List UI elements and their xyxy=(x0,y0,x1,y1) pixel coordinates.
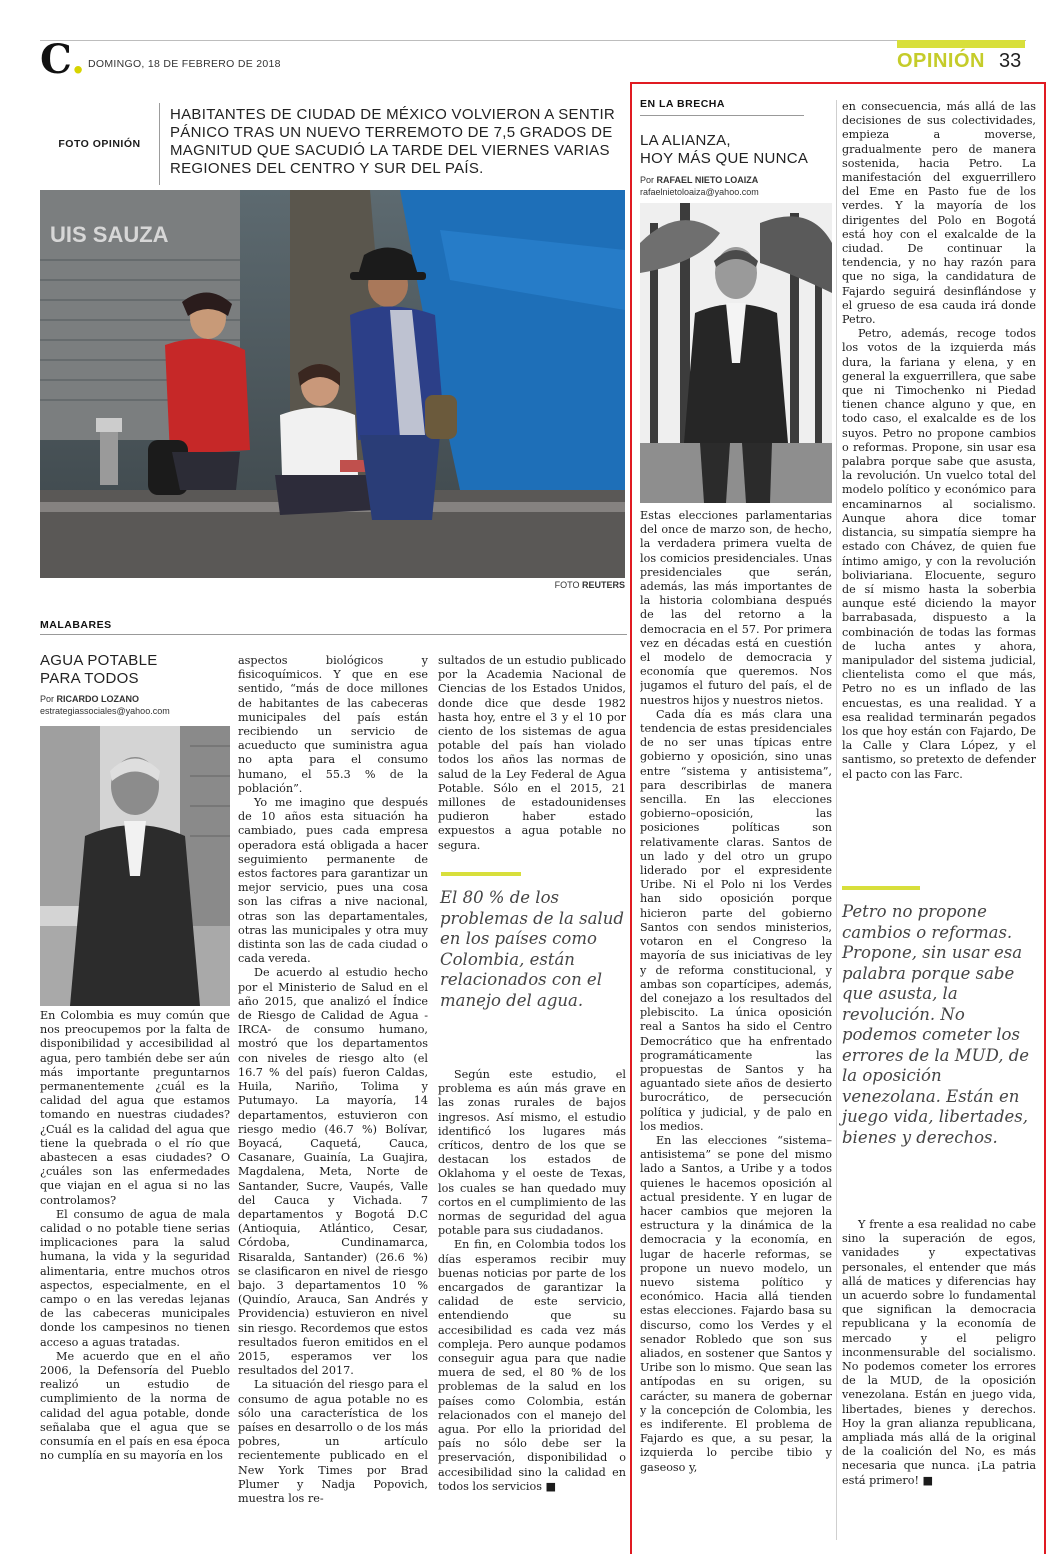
malabares-pullquote: El 80 % de los problemas de la salud en los países como Colombia, están relacionados con el manejo del agua. xyxy=(440,888,624,1010)
malabares-column-3-bottom: Según este estudio, el problema es aún más grave en las zonas rurales de bajos ingresos. Así mismo, el estudio identificó los lugares más críticos, dentro de los que se destacan los estados de Oklahoma y el oeste de Texas, los cuales se han quedado muy cortos en el cumplimiento de las normas de seguridad del agua potable para sus ciudadanos. En fin, en Colombia todos los días esperamos recibir muy buenas noticias por parte de los encargados de garantizar la calidad de este servicio, entendiendo que su accesibilidad es cada vez más compleja. Pero aunque podamos conseguir agua para que nadie muera de sed, el 80 % de los problemas de la salud en los países como Colombia, están relacionados con el manejo del agua. Por ello la prioridad del país no sólo debe ser la preservación, disponibilidad o accesibilidad sino la calidad en todos los servicios ■ xyxy=(438,1068,626,1493)
photo-caption: HABITANTES DE CIUDAD DE MÉXICO VOLVIERON A SENTIR PÁNICO TRAS UN NUEVO TERREMOTO DE 7,5 GRADOS DE MAGNITUD QUE SACUDIÓ LA TARDE DEL VIERNES VARIAS REGIONES DEL CENTRO Y SUR DEL PAÍS. xyxy=(170,106,616,177)
section-title: OPINIÓN xyxy=(897,50,985,72)
newspaper-logo: C. xyxy=(40,36,86,83)
brecha-pullquote: Petro no propone cambios o reformas. Propone, sin usar esa palabra porque sabe que asusta, la revolución. No podemos cometer los errores de la MUD, de la oposición venezolana. Están en juego vida, libertades, bienes y derechos. xyxy=(842,902,1030,1147)
malabares-column-1: En Colombia es muy común que nos preocupemos por la falta de disponibilidad y accesibilidad al agua, pero también debe ser aún más importante preguntarnos permanentemente ¿cuál es la calidad del agua que estamos tomando en nuestras ciudades? ¿Cuál es la calidad del agua que tiene la quebrada o el río que abastecen a esas ciudades? O ¿cuáles son las enfermedades que viajan en el agua si no las controlamos? El consumo de agua de mala calidad o no potable tiene serias implicaciones para la salud humana, la vida y la seguridad alimentaria, entre muchos otros aspectos, especialmente, en el campo o en las veredas lejanas de las cabeceras municipales donde los campesinos no tienen acceso a aguas tratadas. Me acuerdo que en el año 2006, la Defensoría del Pueblo realizó un estudio de cumplimiento de la norma de calidad del agua potable, donde señalaba que el agua que se consumía en el país en esa época no cumplía en su mayoría en los xyxy=(40,1009,230,1463)
malabares-headline: AGUA POTABLE PARA TODOS xyxy=(40,652,158,687)
header-rule xyxy=(40,40,1026,41)
photo-credit: FOTO REUTERS xyxy=(554,580,625,590)
brecha-kicker: EN LA BRECHA xyxy=(640,98,725,110)
brecha-column-1: Estas elecciones parlamentarias del once de marzo son, de hecho, la verdadera primera vuelta de los comicios presidenciales. Unas presidenciales que serán, además, las más importantes de la historia colombiana después de las del retorno a la democracia en el 57. Por primera vez en décadas está en cuestión el modelo de democracia y economía que queremos. Nos jugamos el futuro del país, el de nuestros hijos y nuestros nietos. Cada día es más clara una tendencia de estas presidenciales de no ser unas típicas entre gobierno y oposición, sino unas entre “sistema y antisistema”, para describirlas de manera sencilla. En las elecciones gobierno–oposición, las posiciones políticas son relativamente claras. Santos de un lado y del otro un grupo liderado por el expresidente Uribe. Ni el Polo ni los Verdes han sido oposición porque hicieron parte del gobierno Santos con sendos ministerios, votaron en el Congreso la mayoría de sus iniciativas de ley y de reforma constitucional, y ambas son copartícipes, además, del conejazo a los resultados del plebiscito. La única oposición real a Santos ha sido el Centro Democrático que ha enfrentado programáticamente las propuestas de Santos y ha aguantado siete años de desierto burocrático, de persecución política y judicial, y de palo en los medios. En las elecciones “sistema–antisistema” se pone del mismo lado a Santos, a Uribe y a todos quienes le hacemos oposición al actual presidente. Y en lugar de hacer cambios que mejoren la estructura y la dinámica de la democracia y la economía, en lugar de hacerle reformas, se propone un nuevo modelo, un nuevo sistema político y económico. Hacia allá tienden estas elecciones. Fajardo basa su discurso, como los Verdes y el senador Robledo que son sus aliados, en sostener que Santos y Uribe son lo mismo. Que sean las antípodas en su origen, su carácter, su manera de gobernar y la concepción de Colombia, les es indiferente. El problema de Fajardo es que, a su pesar, la izquierda lo percibe tibio y gaseoso y, xyxy=(640,509,832,1474)
malabares-pullquote-bar xyxy=(441,872,521,876)
malabares-column-2: aspectos biológicos y fisicoquímicos. Y que en ese sentido, “más de doce millones de habitantes de las cabeceras municipales del país están recibiendo un servicio de acueducto que suministra agua no apta para el consumo humano, el 55.3 % de la población”. Yo me imagino que después de 10 años esta situación ha cambiado, pues cada empresa operadora está obligada a hacer seguimiento permanente de estos factores para garantizar un mejor servicio, pues una cosa son las cifras a nive nacional, otras son las departamentales, otras las municipales y otra muy distinta son las de cada ciudad o cada vereda. De acuerdo al estudio hecho por el Ministerio de Salud en el año 2015, que analizó el Índice de Riesgo de Calidad de Agua -IRCA- de consumo humano, mostró que los departamentos con niveles de riesgo alto (el 16.7 % del país) fueron Caldas, Huila, Nariño, Tolima y Putumayo. La mayoría, 14 departamentos, estuvieron con riesgo medio (46.7 %) Bolívar, Boyacá, Caquetá, Cauca, Casanare, Guainía, La Guajira, Magdalena, Meta, Norte de Santander, Sucre, Vaupés, Valle del Cauca y Vichada. 7 departamentos y Bogotá D.C (Antioquia, Atlántico, Cesar, Córdoba, Cundinamarca, Risaralda, Santander) (26.6 %) se clasificaron en nivel de riesgo bajo. 3 departamentos 10 % (Quindío, Arauca, San Andrés y Providencia) estuvieron en nivel sin riesgo. Recordemos que estos resultados fueron emitidos en el 2015, esperamos ver los resultados del 2017. La situación del riesgo para el consumo de agua potable no es sólo una característica de los países en desarrollo o de los más pobres, un artículo recientemente publicado en el New York Times por Brad Plumer y Nadja Popovich, muestra los re- xyxy=(238,654,428,1505)
brecha-byline: Por RAFAEL NIETO LOAIZA xyxy=(640,175,759,185)
malabares-author-email: estrategiassociales@yahoo.com xyxy=(40,706,170,716)
brecha-headline: LA ALIANZA, HOY MÁS QUE NUNCA xyxy=(640,132,809,167)
malabares-author-portrait xyxy=(40,726,230,1006)
malabares-byline: Por RICARDO LOZANO xyxy=(40,694,140,704)
brecha-column-2-bottom: Y frente a esa realidad no cabe sino la superación de egos, vanidades y expectativas personales, el entender que más allá de matices y diferencias hay un acuerdo sobre lo fundamental que significan la democracia republicana y la economía de mercado y el peligro inconmensurable del socialismo. No podemos cometer los errores de la MUD, de la oposición venezolana. Están en juego vida, libertades, bienes y derechos. Hoy la gran alianza republicana, ampliada más allá de la original de la coalición del No, es más necesaria que nunca. ¡La patria está primero! ■ xyxy=(842,1218,1036,1487)
photo-opinion-label: FOTO OPINIÓN xyxy=(40,103,160,185)
photo-illustration xyxy=(40,190,625,578)
malabares-rule xyxy=(40,634,627,635)
edition-date: DOMINGO, 18 DE FEBRERO DE 2018 xyxy=(88,58,281,70)
brecha-column-2-top: en consecuencia, más allá de las decisiones de sus colectividades, empieza a moverse, gradualmente pero de manera sostenida, hacia Petro. La manifestación del exguerrillero del Eme en Pasto fue de los verdes. Y la mayoría de los dirigentes del Polo en Bogotá está hoy con el exalcalde de la ciudad. De continuar la tendencia, y no hay razón para que no siga, la candidatura de Fajardo seguirá desinflándose y el grueso de esa cauda irá donde Petro. Petro, además, recoge todos los votos de la izquierda más dura, la fariana y elena, y en general la exguerrillera, que sabe que ni Timochenko ni Piedad tienen chance alguno y que, en todo caso, el exalcalde es de los suyos. Petro no propone cambios o reformas. Propone, sin usar esa palabra porque sabe que asusta, la revolución. Un vuelco total del modelo político y económico para encaminarnos al socialismo. Aunque ahora dice tomar distancia, su simpatía siempre ha estado con Chávez, de quien fue íntimo amigo, y con la revolución boliviariana. Elocuente, seguro de sí mismo hasta la soberbia aunque esté diciendo la mayor barrabasada, dispuesto a la combinación de todas las formas de lucha antes y ahora, manipulador del sistema judicial, clientelista como el que más, Petro no es un inflado de las encuestas, es una realidad. Y a esa realidad terminarán pegados los que hoy están con Fajardo, De la Calle y Clara López, y el santismo, so pretexto de defender el pacto con las Farc. xyxy=(842,100,1036,781)
brecha-column-divider xyxy=(836,100,837,1540)
news-photo xyxy=(40,190,625,578)
brecha-rule xyxy=(640,115,804,116)
malabares-column-3-top: sultados de un estudio publicado por la Academia Nacional de Ciencias de los Estados Unidos, donde dice que desde 1982 hasta hoy, entre el 3 y el 10 por ciento de los sistemas de agua potable del país han violado todos los años las normas de salud de la Ley Federal de Agua Potable. Sólo en el 2015, 21 millones de estadounidenses pudieron haber estado expuestos a agua potable no segura. xyxy=(438,654,626,852)
malabares-kicker: MALABARES xyxy=(40,619,112,631)
shop-sign-text: UIS SAUZA xyxy=(50,222,169,247)
section-accent-bar xyxy=(897,40,1025,48)
portrait-illustration xyxy=(640,203,832,503)
brecha-author-email: rafaelnietoloaiza@yahoo.com xyxy=(640,187,759,197)
portrait-illustration xyxy=(40,726,230,1006)
brecha-pullquote-bar xyxy=(842,886,920,890)
page-number: 33 xyxy=(999,50,1022,72)
brecha-author-portrait xyxy=(640,203,832,503)
